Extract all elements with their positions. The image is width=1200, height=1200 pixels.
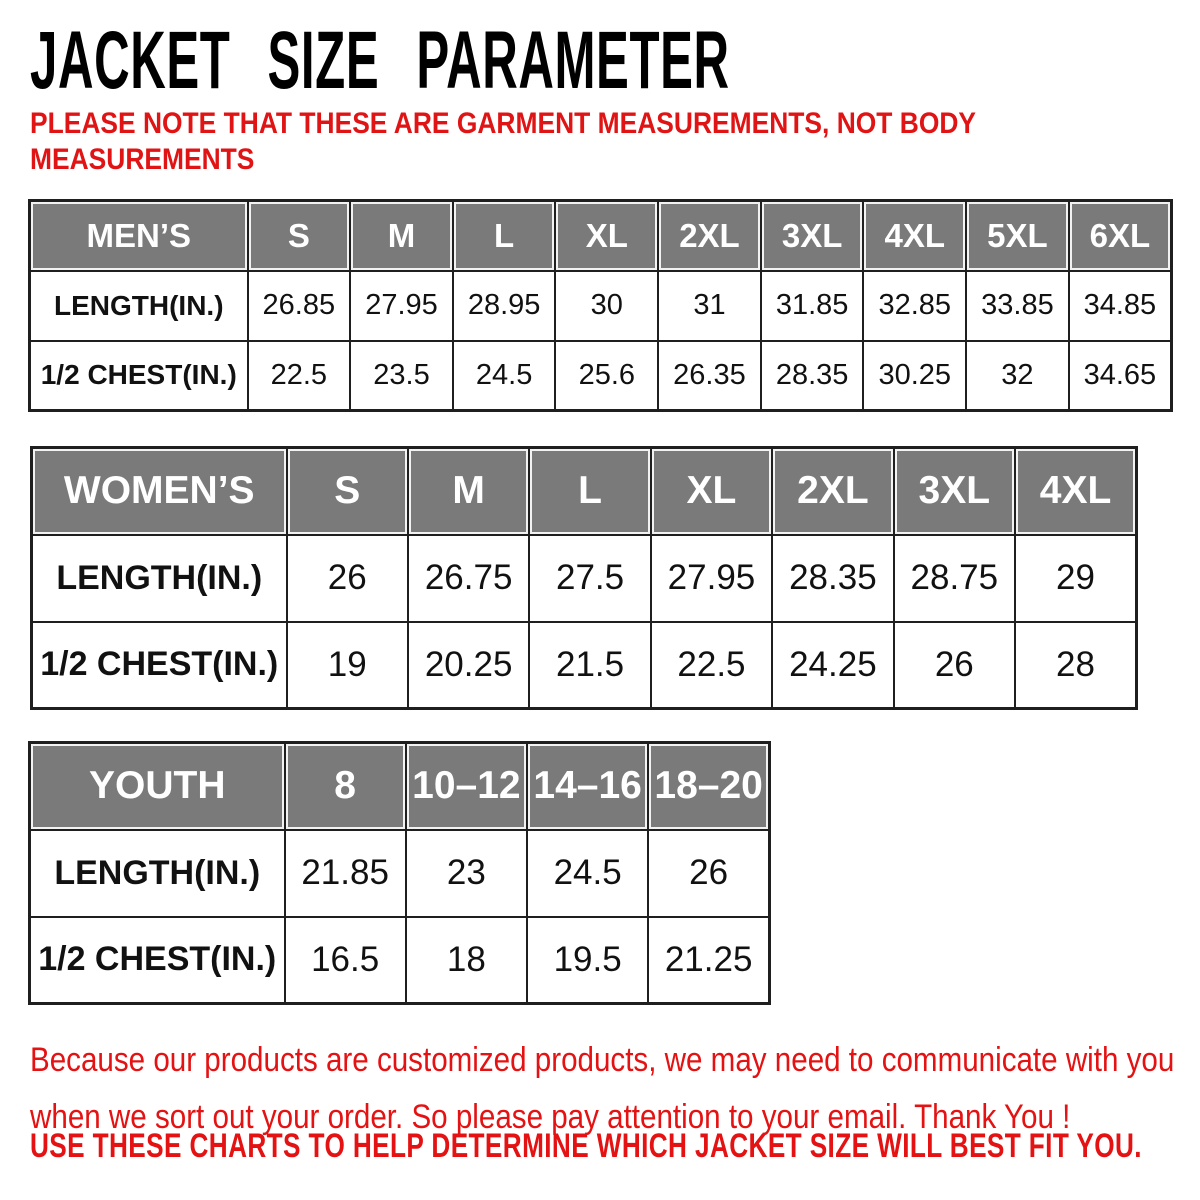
value-cell: 31 xyxy=(658,271,761,341)
value-cell: 19 xyxy=(287,622,408,709)
size-header-row xyxy=(30,201,1172,271)
size-header-cell: 10–12 xyxy=(406,743,527,830)
value-cell: 27.5 xyxy=(529,535,650,622)
size-header-cell: 3XL xyxy=(761,201,864,271)
value-cell: 26 xyxy=(894,622,1015,709)
measurement-row xyxy=(30,341,1172,411)
value-cell: 24.5 xyxy=(453,341,556,411)
value-cell: 28.75 xyxy=(894,535,1015,622)
value-cell: 26 xyxy=(287,535,408,622)
value-cell: 30 xyxy=(555,271,658,341)
value-cell: 28.95 xyxy=(453,271,556,341)
size-header-cell: S xyxy=(287,448,408,535)
size-header-cell: L xyxy=(529,448,650,535)
size-header-cell: M xyxy=(408,448,529,535)
note-line-2: MEASUREMENTS xyxy=(30,143,255,176)
size-header-row xyxy=(30,743,770,830)
row-label-cell: LENGTH(IN.) xyxy=(30,271,248,341)
value-cell: 26.35 xyxy=(658,341,761,411)
row-label-cell: LENGTH(IN.) xyxy=(30,830,285,917)
value-cell: 24.5 xyxy=(527,830,648,917)
notice-line-2: when we sort out your order. So please pay attention to your email. Thank You ! xyxy=(30,1098,1071,1136)
value-cell: 34.65 xyxy=(1069,341,1172,411)
size-header-cell: 4XL xyxy=(1015,448,1136,535)
size-header-row xyxy=(32,448,1137,535)
value-cell: 32.85 xyxy=(863,271,966,341)
value-cell: 23.5 xyxy=(350,341,453,411)
notice-line-1: Because our products are customized products, we may need to communicate with you xyxy=(30,1041,1175,1079)
note-line-1: PLEASE NOTE THAT THESE ARE GARMENT MEASUREMENTS, NOT BODY xyxy=(30,107,977,140)
value-cell: 24.25 xyxy=(772,622,893,709)
value-cell: 31.85 xyxy=(761,271,864,341)
row-label-cell: 1/2 CHEST(IN.) xyxy=(30,917,285,1004)
value-cell: 27.95 xyxy=(350,271,453,341)
youth-size-table xyxy=(28,741,771,1005)
value-cell: 29 xyxy=(1015,535,1136,622)
value-cell: 23 xyxy=(406,830,527,917)
table-title-cell: YOUTH xyxy=(30,743,285,830)
value-cell: 26 xyxy=(648,830,769,917)
size-header-cell: 5XL xyxy=(966,201,1069,271)
value-cell: 18 xyxy=(406,917,527,1004)
value-cell: 22.5 xyxy=(651,622,772,709)
measurement-row xyxy=(32,535,1137,622)
size-header-cell: 2XL xyxy=(658,201,761,271)
size-header-cell: 8 xyxy=(285,743,406,830)
size-header-cell: XL xyxy=(651,448,772,535)
row-label-cell: 1/2 CHEST(IN.) xyxy=(32,622,287,709)
measurement-row xyxy=(30,271,1172,341)
size-header-cell: M xyxy=(350,201,453,271)
chart-usage-instruction: USE THESE CHARTS TO HELP DETERMINE WHICH JACKET SIZE WILL BEST FIT YOU. xyxy=(30,1127,1142,1165)
value-cell: 22.5 xyxy=(248,341,351,411)
womens-size-table xyxy=(30,446,1138,710)
size-header-cell: 2XL xyxy=(772,448,893,535)
value-cell: 28 xyxy=(1015,622,1136,709)
value-cell: 27.95 xyxy=(651,535,772,622)
page-title: JACKET SIZE PARAMETER xyxy=(30,15,730,106)
value-cell: 32 xyxy=(966,341,1069,411)
value-cell: 34.85 xyxy=(1069,271,1172,341)
row-label-cell: LENGTH(IN.) xyxy=(32,535,287,622)
table-title-cell: MEN’S xyxy=(30,201,248,271)
size-header-cell: 14–16 xyxy=(527,743,648,830)
size-header-cell: S xyxy=(248,201,351,271)
value-cell: 28.35 xyxy=(761,341,864,411)
value-cell: 21.5 xyxy=(529,622,650,709)
row-label-cell: 1/2 CHEST(IN.) xyxy=(30,341,248,411)
size-header-cell: 4XL xyxy=(863,201,966,271)
value-cell: 16.5 xyxy=(285,917,406,1004)
mens-size-table xyxy=(28,199,1173,412)
size-header-cell: XL xyxy=(555,201,658,271)
size-header-cell: 3XL xyxy=(894,448,1015,535)
measurement-row xyxy=(30,830,770,917)
value-cell: 28.35 xyxy=(772,535,893,622)
value-cell: 21.25 xyxy=(648,917,769,1004)
value-cell: 33.85 xyxy=(966,271,1069,341)
value-cell: 26.85 xyxy=(248,271,351,341)
value-cell: 20.25 xyxy=(408,622,529,709)
measurement-row xyxy=(30,917,770,1004)
table-title-cell: WOMEN’S xyxy=(32,448,287,535)
value-cell: 25.6 xyxy=(555,341,658,411)
measurement-row xyxy=(32,622,1137,709)
value-cell: 30.25 xyxy=(863,341,966,411)
value-cell: 21.85 xyxy=(285,830,406,917)
garment-measurement-note xyxy=(30,106,976,178)
value-cell: 26.75 xyxy=(408,535,529,622)
size-header-cell: 18–20 xyxy=(648,743,769,830)
size-header-cell: L xyxy=(453,201,556,271)
size-header-cell: 6XL xyxy=(1069,201,1172,271)
value-cell: 19.5 xyxy=(527,917,648,1004)
